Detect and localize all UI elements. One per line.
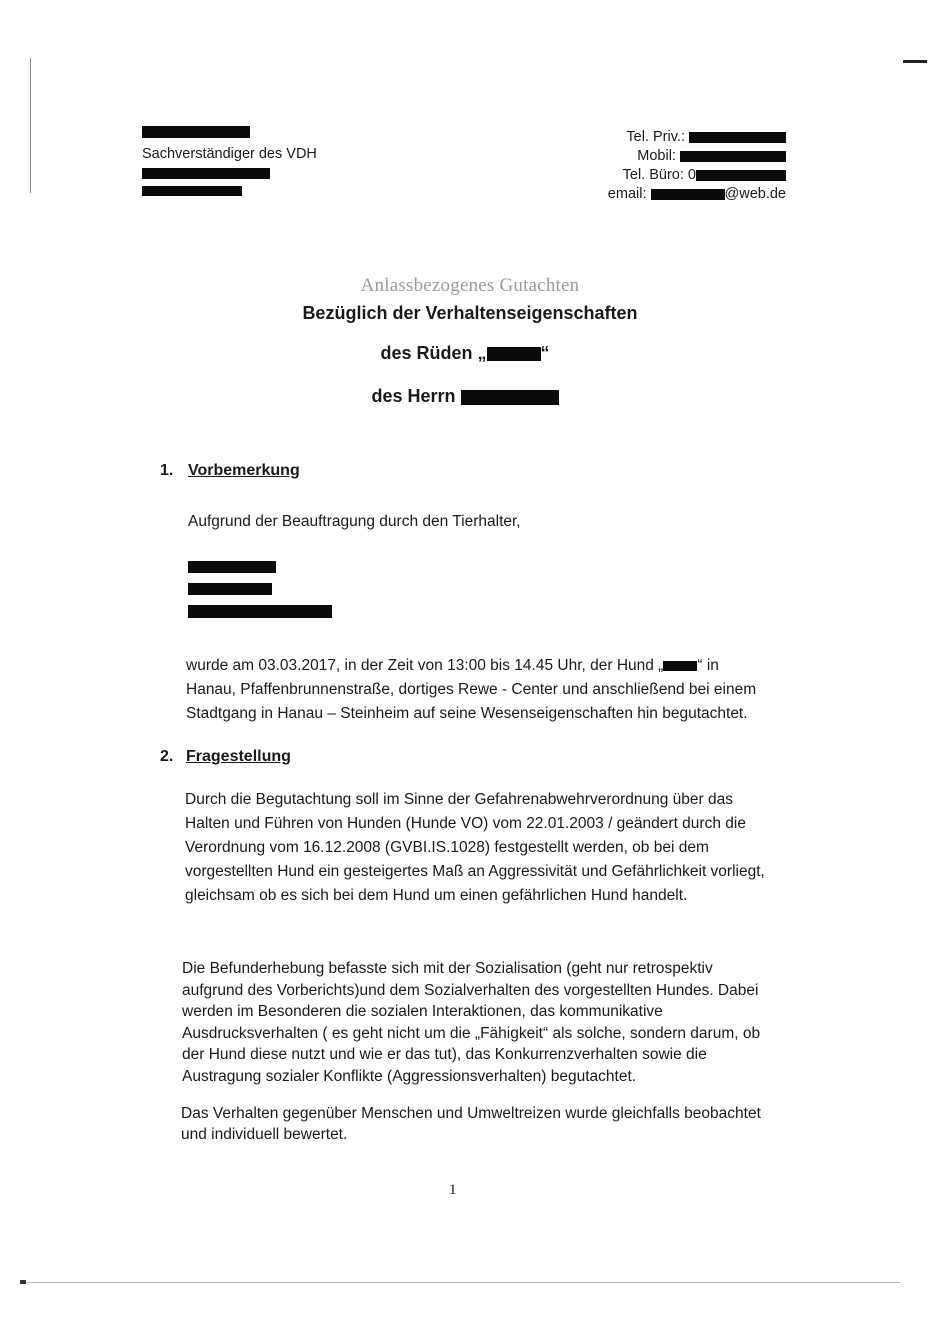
section-1-heading: Vorbemerkung (188, 462, 300, 479)
dog-line-prefix: des Rüden „ (380, 343, 487, 363)
redacted-email-user (651, 189, 725, 200)
section-1-body-text-b: “ in (697, 657, 719, 674)
sender-title: Sachverständiger des VDH (142, 146, 317, 162)
section-2-p1-line: gleichsam ob es sich bei dem Hund um einen gefährlichen Hund handelt. (185, 887, 688, 904)
section-2-p1-line: Durch die Begutachtung soll im Sinne der Gefahrenabwehrverordnung über das (185, 791, 734, 808)
contact-block (486, 128, 786, 204)
section-2-p1-line: Halten und Führen von Hunden (Hunde VO) vom 22.01.2003 / geändert durch die (185, 815, 746, 832)
section-2-p2-line: aufgrund des Vorberichts)und dem Sozialverhalten des vorgestellten Hundes. Dabei (182, 981, 759, 999)
document-title: Anlassbezogenes Gutachten (360, 275, 580, 296)
scan-edge-line (30, 58, 31, 193)
contact-email-row (486, 185, 786, 204)
section-1-body-line-2: Hanau, Pfaffenbrunnenstraße, dortiges Rewe - Center und anschließend bei einem (186, 681, 757, 698)
contact-mobil-label: Mobil: (637, 148, 676, 164)
contact-email-domain: @web.de (724, 186, 786, 202)
redacted-dog-name (487, 347, 541, 361)
scan-edge-mark (903, 60, 927, 63)
redacted-name (142, 126, 250, 138)
section-2-p3-line: und individuell bewertet. (181, 1126, 348, 1143)
contact-buero-row (486, 166, 786, 185)
section-1-intro: Aufgrund der Beauftragung durch den Tierhalter, (188, 513, 521, 530)
redacted-owner-street-block (188, 583, 272, 595)
redacted-priv-number (689, 132, 786, 143)
section-2-p2-line: Die Befunderhebung befasste sich mit der Sozialisation (geht nur retrospektiv (182, 960, 713, 977)
contact-buero-label: Tel. Büro: (622, 167, 684, 183)
contact-email-label: email: (607, 186, 647, 202)
redacted-mobil-number (680, 151, 786, 162)
redacted-owner-name-block (188, 561, 276, 573)
section-2-p2-line: Ausdrucksverhalten ( es geht nicht um die „Fähigkeit“ als solche, sondern darum, ob (182, 1024, 761, 1042)
section-1-body (186, 654, 786, 726)
contact-priv-label: Tel. Priv.: (626, 129, 685, 145)
contact-buero-prefix: 0 (687, 167, 696, 183)
redacted-owner-city-block (188, 605, 332, 618)
section-2-p2-line: werden im Besonderen die sozialen Interaktionen, das kommunikative (182, 1003, 663, 1020)
section-2-p1-line: vorgestellten Hund ein gesteigertes Maß an Aggressivität und Gefährlichkeit vorliegt, (185, 863, 765, 880)
section-2-p2-line: der Hund diese nutzt und wie er das tut), das Konkurrenzverhalten sowie die (182, 1046, 707, 1063)
redacted-city (142, 186, 242, 196)
section-2-paragraph-1 (185, 788, 805, 908)
dog-line-suffix: “ (540, 343, 550, 363)
section-1-body-line-3: Stadtgang in Hanau – Steinheim auf seine Wesenseigenschaften hin begutachtet. (186, 705, 748, 722)
scan-bottom-mark (20, 1280, 26, 1284)
document-subtitle: Bezüglich der Verhaltenseigenschaften (302, 303, 638, 323)
section-1-number: 1. (160, 462, 174, 479)
dog-line (0, 343, 930, 364)
redacted-street (142, 168, 270, 179)
redacted-dog-name-inline (663, 661, 697, 671)
section-1-body-line-1 (186, 654, 786, 678)
section-2-paragraph-3 (181, 1103, 801, 1145)
contact-mobil-row (486, 147, 786, 166)
scan-bottom-line (20, 1282, 900, 1283)
section-2-p1-line: Verordnung vom 16.12.2008 (GVBI.IS.1028) festgestellt werden, ob bei dem (185, 839, 709, 856)
redacted-owner-name (461, 390, 559, 405)
owner-line-prefix: des Herrn (371, 386, 456, 406)
contact-priv-row (486, 128, 786, 147)
section-2-heading: Fragestellung (186, 748, 291, 765)
section-2-paragraph-2 (182, 958, 802, 1087)
section-2-number: 2. (160, 748, 174, 765)
section-1-body-text-a: wurde am 03.03.2017, in der Zeit von 13:00 bis 14.45 Uhr, der Hund „ (186, 657, 664, 674)
redacted-buero-number (696, 170, 786, 181)
owner-line (0, 386, 930, 407)
section-2-p3-line: Das Verhalten gegenüber Menschen und Umweltreizen wurde gleichfalls beobachtet (181, 1105, 761, 1122)
section-2-p2-line: Austragung sozialer Konflikte (Aggressionsverhalten) begutachtet. (182, 1067, 637, 1085)
page-number: 1 (449, 1182, 457, 1198)
